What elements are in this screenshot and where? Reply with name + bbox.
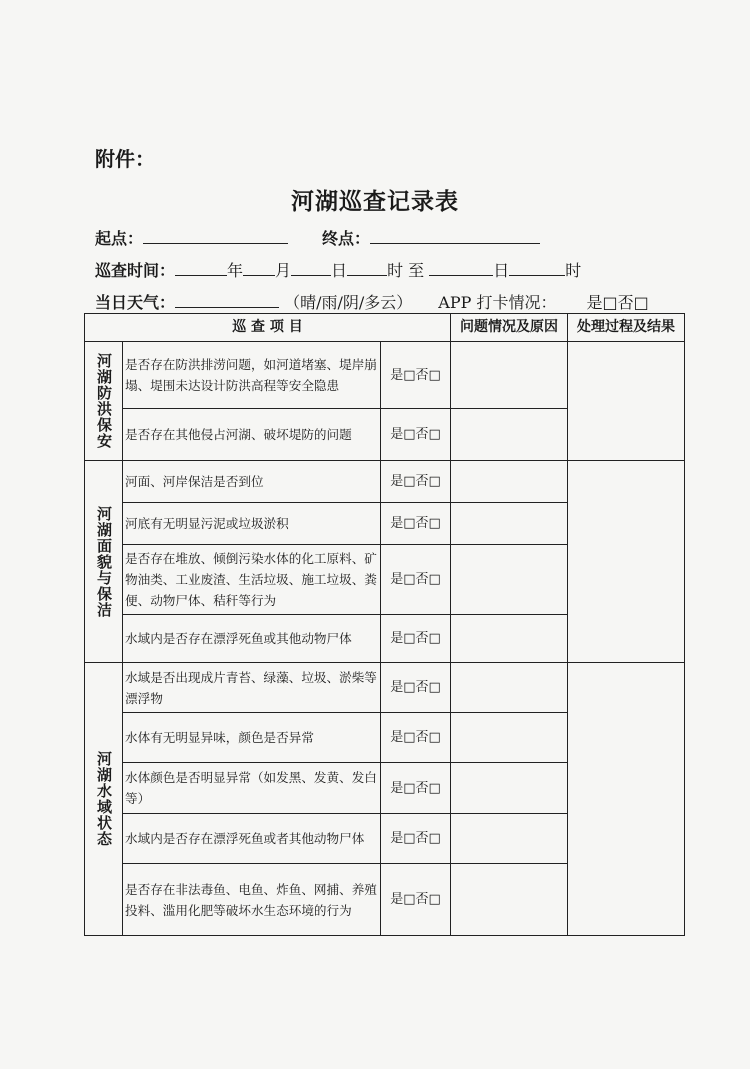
- issue-cell[interactable]: [451, 663, 568, 713]
- to-word: 至: [408, 261, 425, 280]
- form-title: 河湖巡查记录表: [291, 188, 459, 215]
- weather-label: 当日天气：: [95, 293, 176, 312]
- year-blank[interactable]: [175, 261, 227, 276]
- item-text: 是否存在其他侵占河湖、破坏堤防的问题: [123, 409, 381, 461]
- issue-cell[interactable]: [451, 503, 568, 545]
- issue-cell[interactable]: [451, 763, 568, 814]
- category-cell: [85, 461, 123, 663]
- issue-cell[interactable]: [451, 814, 568, 864]
- year-unit: 年: [227, 261, 244, 280]
- yes-no-checkbox[interactable]: 是□否□: [381, 864, 451, 936]
- result-cell[interactable]: [568, 342, 685, 461]
- day-blank[interactable]: [291, 261, 331, 276]
- issue-cell[interactable]: [451, 864, 568, 936]
- patrol-time-line: [95, 258, 581, 281]
- end-blank[interactable]: [370, 229, 540, 244]
- issue-cell[interactable]: [451, 615, 568, 663]
- hour-unit: 时: [387, 261, 404, 280]
- yes-no-checkbox[interactable]: 是□否□: [381, 342, 451, 409]
- category-appearance-cleaning: 河湖面貌与保洁: [95, 505, 113, 618]
- time-label: 巡查时间：: [95, 261, 176, 280]
- end-day-unit: 日: [493, 261, 510, 280]
- category-water-status: 河湖水域状态: [95, 751, 113, 847]
- issue-cell[interactable]: [451, 342, 568, 409]
- end-day-blank[interactable]: [429, 261, 493, 276]
- month-unit: 月: [275, 261, 292, 280]
- end-hour-blank[interactable]: [509, 261, 565, 276]
- item-text: 水域内是否存在漂浮死鱼或其他动物尸体: [123, 615, 381, 663]
- yes-no-checkbox[interactable]: 是□否□: [381, 503, 451, 545]
- yes-no-checkbox[interactable]: 是□否□: [381, 409, 451, 461]
- app-checkin-label: APP 打卡情况：: [438, 293, 557, 312]
- month-blank[interactable]: [243, 261, 275, 276]
- day-unit: 日: [331, 261, 348, 280]
- yes-no-checkbox[interactable]: 是□否□: [381, 461, 451, 503]
- issue-cell[interactable]: [451, 461, 568, 503]
- end-label: 终点：: [322, 229, 371, 248]
- header-issue-cause: 问题情况及原因: [451, 314, 568, 342]
- item-text: 河底有无明显污泥或垃圾淤积: [123, 503, 381, 545]
- yes-no-checkbox[interactable]: 是□否□: [381, 763, 451, 814]
- app-checkin-options[interactable]: 是□否□: [586, 293, 649, 312]
- item-text: 是否存在防洪排涝问题，如河道堵塞、堤岸崩塌、堤围未达设计防洪高程等安全隐患: [123, 342, 381, 409]
- inspection-table: [84, 313, 685, 936]
- category-flood-safety: 河湖防洪保安: [95, 353, 113, 449]
- header-inspection-items: 巡 查 项 目: [85, 314, 451, 342]
- table-header-row: [85, 314, 685, 342]
- weather-blank[interactable]: [175, 293, 279, 308]
- table-row: [85, 461, 685, 503]
- category-cell: [85, 342, 123, 461]
- end-hour-unit: 时: [565, 261, 582, 280]
- yes-no-checkbox[interactable]: 是□否□: [381, 615, 451, 663]
- attachment-label: 附件：: [95, 147, 155, 171]
- item-text: 河面、河岸保洁是否到位: [123, 461, 381, 503]
- start-label: 起点：: [95, 229, 144, 248]
- item-text: 是否存在堆放、倾倒污染水体的化工原料、矿物油类、工业废渣、生活垃圾、施工垃圾、粪便、动物尸体、秸秆等行为: [123, 545, 381, 615]
- item-text: 水体有无明显异味，颜色是否异常: [123, 713, 381, 763]
- item-text: 水域内是否存在漂浮死鱼或者其他动物尸体: [123, 814, 381, 864]
- result-cell[interactable]: [568, 461, 685, 663]
- hour-blank[interactable]: [347, 261, 387, 276]
- start-end-line: [95, 226, 540, 249]
- issue-cell[interactable]: [451, 713, 568, 763]
- table-row: [85, 663, 685, 713]
- result-cell[interactable]: [568, 663, 685, 936]
- table-row: [85, 342, 685, 409]
- yes-no-checkbox[interactable]: 是□否□: [381, 545, 451, 615]
- issue-cell[interactable]: [451, 545, 568, 615]
- issue-cell[interactable]: [451, 409, 568, 461]
- start-blank[interactable]: [143, 229, 288, 244]
- item-text: 是否存在非法毒鱼、电鱼、炸鱼、网捕、养殖投料、滥用化肥等破坏水生态环境的行为: [123, 864, 381, 936]
- weather-options: （晴/雨/阴/多云）: [284, 293, 413, 312]
- weather-line: [95, 290, 649, 313]
- yes-no-checkbox[interactable]: 是□否□: [381, 663, 451, 713]
- yes-no-checkbox[interactable]: 是□否□: [381, 814, 451, 864]
- item-text: 水体颜色是否明显异常（如发黑、发黄、发白等）: [123, 763, 381, 814]
- item-text: 水域是否出现成片青苔、绿藻、垃圾、淤柴等漂浮物: [123, 663, 381, 713]
- yes-no-checkbox[interactable]: 是□否□: [381, 713, 451, 763]
- header-handling-result: 处理过程及结果: [568, 314, 685, 342]
- category-cell: [85, 663, 123, 936]
